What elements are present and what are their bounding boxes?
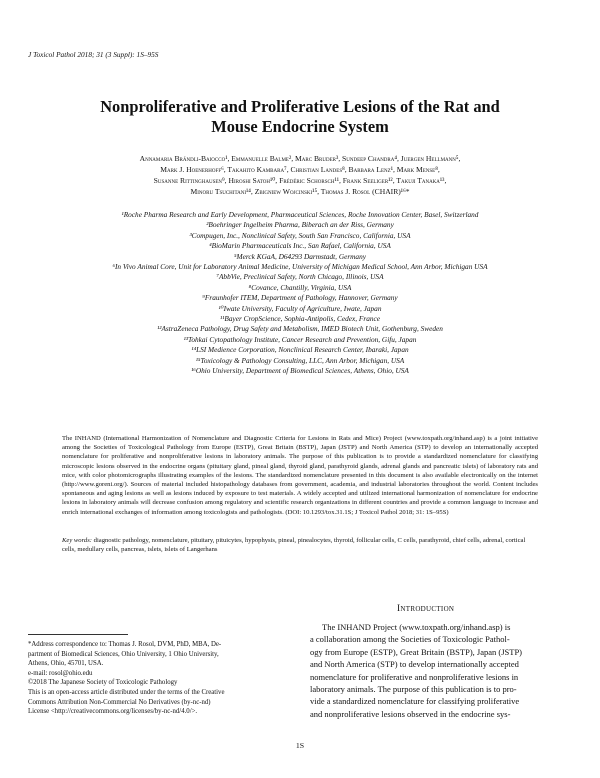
affiliation: ³Compugen, Inc., Nonclinical Safety, South San Francisco, California, USA bbox=[189, 230, 411, 240]
affiliation: ¹⁴LSI Medience Corporation, Nonclinical Research Center, Ibaraki, Japan bbox=[191, 345, 409, 355]
affiliation: ⁴BioMarin Pharmaceuticals Inc., San Rafael, California, USA bbox=[209, 241, 391, 251]
intro-line: The INHAND Project (www.toxpath.org/inhand.asp) is bbox=[322, 622, 511, 632]
affiliation: ⁷AbbVie, Preclinical Safety, North Chicago, Illinois, USA bbox=[216, 272, 384, 282]
license-line: Commons Attribution Non-Commercial No Derivatives (by-nc-nd) bbox=[28, 698, 211, 706]
title-line: Nonproliferative and Proliferative Lesions of the Rat and bbox=[100, 97, 500, 116]
author-line: Annamaria Brändli-Baiocco¹, Emmanuelle Balme², Marc Bruder³, Sundeep Chandra⁴, Juergen Hellmann⁵, bbox=[139, 154, 461, 163]
affiliation-list bbox=[30, 210, 570, 377]
correspondence-line: *Address correspondence to: Thomas J. Rosol, DVM, PhD, MBA, De- bbox=[28, 641, 222, 648]
affiliation: ¹²AstraZeneca Pathology, Drug Safety and Metabolism, IMED Biotech Unit, Gothenburg, Sweden bbox=[157, 324, 443, 334]
affiliation: ¹⁰Iwate University, Faculty of Agriculture, Iwate, Japan bbox=[218, 303, 382, 313]
introduction-heading: Introduction bbox=[397, 604, 455, 614]
abstract: The INHAND (International Harmonization of Nomenclature and Diagnostic Criteria for Lesions in Rats and Mice) Project (www.toxpath.org/inhand.asp) is a joint initiative among the Societies of Toxicological Pathology from Europe (ESTP), Great Britain (BSTP), Japan (JSTP) and North America (STP) to develop an internationally accepted nomenclature for proliferative and nonproliferative lesions in laboratory animals. The purpose of this publication is to provide a standardized nomenclature for classifying microscopic lesions observed in the endocrine organs (pituitary gland, pineal gland, thyroid gland, parathyroid glands, adrenal glands and pancreatic islets) of laboratory rats and mice, with color photomicrographs illustrating examples of the lesions. The standardized nomenclature presented in this document is also available electronically on the internet (http://www.goreni.org/). Sources of material included histopathology databases from government, academia, and industrial laboratories throughout the world. Content includes spontaneous and aging lesions as well as lesions induced by exposure to test materials. A widely accepted and utilized international harmonization of nomenclature for endocrine lesions in laboratory animals will decrease confusion among regulatory and scientific research organizations in different countries and provide a common language to increase and enrich international exchanges of information among toxicologists and pathologists. (DOI: 10.1293/tox.31.1S; J Toxicol Pathol 2018; 31: 1S–95S) bbox=[62, 435, 538, 516]
affiliation: ¹⁵Toxicology & Pathology Consulting, LLC, Ann Arbor, Michigan, USA bbox=[195, 355, 405, 365]
correspondence-line: partment of Biomedical Sciences, Ohio University, 1 Ohio University, bbox=[28, 650, 219, 658]
intro-line: and North America (STP) to develop internationally accepted bbox=[310, 659, 519, 670]
keywords bbox=[62, 536, 538, 554]
license-link[interactable]: License <http://creativecommons.org/licenses/by-nc-nd/4.0/>. bbox=[28, 708, 198, 716]
page-number: 1S bbox=[295, 741, 305, 750]
intro-line: a collaboration among the Societies of Toxicologic Pathol- bbox=[310, 634, 510, 645]
intro-line: nomenclature for proliferative and nonproliferative lesions in bbox=[310, 671, 519, 682]
affiliation: ⁹Fraunhofer ITEM, Department of Pathology, Hannover, Germany bbox=[202, 293, 398, 303]
title-line: Mouse Endocrine System bbox=[211, 117, 389, 136]
affiliation: ⁸Covance, Chantilly, Virginia, USA bbox=[248, 282, 352, 292]
journal-citation: J Toxicol Pathol 2018; 31 (3 Suppl): 1S–95S bbox=[28, 50, 159, 59]
affiliation: ⁵Merck KGaA, D64293 Darmstadt, Germany bbox=[234, 251, 366, 261]
copyright-notice: ©2018 The Japanese Society of Toxicologic Pathology bbox=[28, 679, 178, 687]
author-list bbox=[40, 153, 560, 197]
footnote-divider bbox=[28, 634, 128, 635]
affiliation: ¹³Tohkai Cytopathology Institute, Cancer Research and Prevention, Gifu, Japan bbox=[183, 334, 417, 344]
intro-line: vide a standardized nomenclature for classifying proliferative bbox=[310, 696, 520, 707]
intro-line: and nonproliferative lesions observed in the endocrine sys- bbox=[310, 708, 511, 719]
correspondence-email[interactable]: e-mail: rosol@ohio.edu bbox=[28, 669, 93, 677]
introduction-text bbox=[310, 621, 580, 720]
author-line: Mark J. Hoenerhoff⁶, Takahito Kambara⁷, Christian Landes⁸, Barbara Lenz¹, Mark Mense⁸, bbox=[160, 165, 440, 174]
affiliation: ²Boehringer Ingelheim Pharma, Biberach an der Riss, Germany bbox=[206, 220, 394, 230]
affiliation: ¹Roche Pharma Research and Early Development, Pharmaceutical Sciences, Roche Innovation Center, Basel, Switzerland bbox=[121, 210, 479, 219]
affiliation: ¹⁶Ohio University, Department of Biomedical Sciences, Athens, Ohio, USA bbox=[191, 366, 409, 376]
affiliation: ¹¹Bayer CropScience, Sophia-Antipolis, Cedex, France bbox=[220, 314, 380, 324]
keywords-label: Key words: bbox=[62, 537, 92, 544]
article-title bbox=[40, 97, 560, 137]
author-line: Minoru Tsuchitani¹⁴, Zbigniew Wojcinski¹⁵, Thomas J. Rosol (CHAIR)¹⁶* bbox=[190, 187, 410, 196]
correspondence-line: Athens, Ohio, 45701, USA. bbox=[28, 660, 104, 668]
keywords-text: diagnostic pathology, nomenclature, pituitary, pituicytes, hypophysis, pineal, pinealocytes, thyroid, follicular cells, C cells, parathyroid, chief cells, adrenal, cortical cells, medullary cells, pancreas, islets, islets of Langerhans bbox=[62, 537, 526, 554]
intro-line: ogy from Europe (ESTP), Great Britain (BSTP), Japan (JSTP) bbox=[310, 646, 522, 657]
author-line: Susanne Rittinghausen⁹, Hiroshi Satoh¹⁰, Frédéric Schorsch¹¹, Frank Seeliger¹², Takuji Tanaka¹³, bbox=[153, 176, 447, 185]
affiliation: ⁶In Vivo Animal Core, Unit for Laboratory Animal Medicine, University of Michigan Medical School, Ann Arbor, Michigan USA bbox=[112, 262, 488, 272]
license-line: This is an open-access article distributed under the terms of the Creative bbox=[28, 688, 225, 696]
intro-line: laboratory animals. The purpose of this publication is to pro- bbox=[310, 684, 517, 695]
footnotes bbox=[28, 640, 304, 717]
